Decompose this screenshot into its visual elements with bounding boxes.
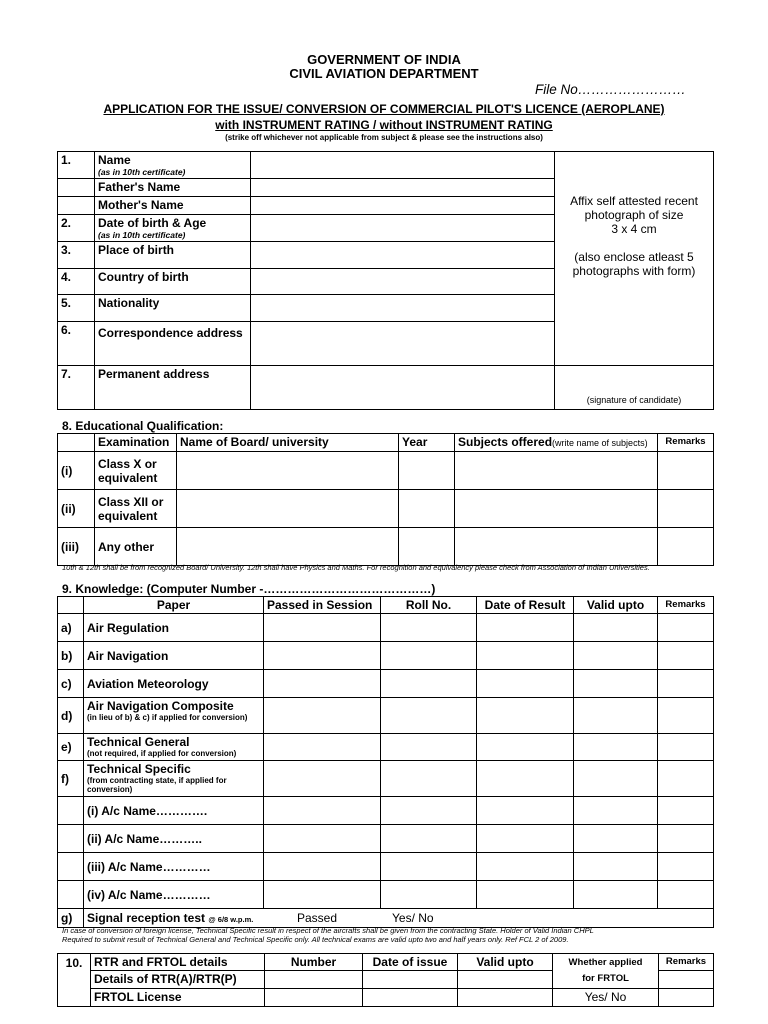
cell-input[interactable]	[381, 670, 477, 698]
table-row	[58, 881, 714, 909]
class-xii-year-input[interactable]	[399, 490, 455, 528]
signal-yes-no-option[interactable]: Yes/ No	[392, 910, 434, 925]
cell-input[interactable]	[264, 825, 381, 853]
cell-input[interactable]	[477, 881, 574, 909]
aircraft-name-2[interactable]: (ii) A/c Name………..	[84, 825, 264, 853]
signature-box[interactable]	[555, 366, 714, 410]
correspondence-address-input[interactable]	[251, 322, 555, 366]
knowledge-table	[57, 596, 714, 928]
paper-air-navigation: Air Navigation	[84, 642, 264, 670]
dob-input[interactable]	[251, 215, 555, 242]
frtol-license-label: FRTOL License	[91, 989, 265, 1007]
cell-input[interactable]	[574, 642, 658, 670]
cell-input[interactable]	[659, 989, 714, 1007]
cell-input[interactable]	[264, 797, 381, 825]
cell-input[interactable]	[574, 614, 658, 642]
cell-input[interactable]	[658, 881, 714, 909]
cell-input[interactable]	[658, 761, 714, 797]
cell-input[interactable]	[363, 971, 458, 989]
education-table	[57, 433, 714, 566]
field-label-country-of-birth: Country of birth	[95, 269, 251, 295]
form-instruction: (strike off whichever not applicable from subject & please see the instructions also)	[225, 133, 543, 142]
cell-input[interactable]	[381, 881, 477, 909]
cell-input[interactable]	[477, 825, 574, 853]
column-header-valid-upto: Valid upto	[458, 954, 553, 971]
signature-label: (signature of candidate)	[586, 395, 682, 405]
mother-name-input[interactable]	[251, 197, 555, 215]
cell-input[interactable]	[658, 642, 714, 670]
place-of-birth-input[interactable]	[251, 242, 555, 269]
cell-input[interactable]	[264, 698, 381, 734]
cell-input[interactable]	[264, 670, 381, 698]
column-header-examination: Examination	[95, 434, 177, 452]
column-header-paper: Paper	[84, 597, 264, 614]
column-header-valid-upto: Valid upto	[574, 597, 658, 614]
cell-input[interactable]	[363, 989, 458, 1007]
row-number: 7.	[58, 366, 95, 410]
cell-input[interactable]	[658, 734, 714, 761]
field-label-dob: Date of birth & Age (as in 10th certificate)	[95, 215, 251, 242]
other-year-input[interactable]	[399, 528, 455, 566]
table-row	[58, 989, 714, 1007]
knowledge-heading: 9. Knowledge: (Computer Number -……………………………………)	[62, 582, 436, 596]
paper-aviation-meteorology: Aviation Meteorology	[84, 670, 264, 698]
table-row	[58, 670, 714, 698]
permanent-address-input[interactable]	[251, 366, 555, 410]
photo-box[interactable]	[555, 152, 714, 366]
cell-input[interactable]	[574, 761, 658, 797]
rtr-frtol-table	[57, 953, 714, 1007]
field-label-father-name: Father's Name	[95, 179, 251, 197]
field-label-mother-name: Mother's Name	[95, 197, 251, 215]
signal-passed-label: Passed	[297, 910, 338, 925]
cell-input[interactable]	[458, 971, 553, 989]
table-row	[58, 642, 714, 670]
cell-input[interactable]	[381, 642, 477, 670]
photo-instruction-3: 3 x 4 cm	[611, 222, 657, 236]
cell-input[interactable]	[477, 797, 574, 825]
cell-input[interactable]	[658, 670, 714, 698]
row-number: d)	[58, 698, 84, 734]
father-name-input[interactable]	[251, 179, 555, 197]
cell-input[interactable]	[574, 797, 658, 825]
other-board-input[interactable]	[177, 528, 399, 566]
knowledge-note-1: In case of conversion of foreign license, Technical Specific result in respect of the aircrafts shall be given from the contracting State. Holder of Valid Indian CHPL	[62, 926, 594, 935]
cell-input[interactable]	[658, 797, 714, 825]
class-x-remarks-input[interactable]	[658, 452, 714, 490]
column-header-remarks: Remarks	[658, 434, 714, 452]
cell-input[interactable]	[264, 853, 381, 881]
photo-instruction-1: Affix self attested recent	[570, 194, 698, 208]
cell-input[interactable]	[658, 614, 714, 642]
photo-instruction-5: photographs with form)	[572, 264, 696, 278]
column-header-whether-applied: Whether applied for FRTOL	[553, 954, 659, 989]
row-number: (ii)	[58, 490, 95, 528]
column-header-year: Year	[399, 434, 455, 452]
exam-any-other: Any other	[95, 528, 177, 566]
other-subjects-input[interactable]	[455, 528, 658, 566]
column-header-remarks: Remarks	[658, 597, 714, 614]
cell-input[interactable]	[658, 853, 714, 881]
row-number: 3.	[58, 242, 95, 269]
exam-class-x: Class X or equivalent	[95, 452, 177, 490]
field-label-place-of-birth: Place of birth	[95, 242, 251, 269]
paper-air-regulation: Air Regulation	[84, 614, 264, 642]
table-row	[58, 797, 714, 825]
aircraft-name-3[interactable]: (iii) A/c Name…………	[84, 853, 264, 881]
cell-input[interactable]	[477, 614, 574, 642]
class-x-year-input[interactable]	[399, 452, 455, 490]
nationality-input[interactable]	[251, 295, 555, 322]
paper-technical-specific: Technical Specific (from contracting state, if applied for conversion)	[84, 761, 264, 797]
cell-input[interactable]	[574, 881, 658, 909]
column-header-remarks: Remarks	[659, 954, 714, 971]
table-row	[58, 698, 714, 734]
column-header-date-of-result: Date of Result	[477, 597, 574, 614]
cell-input[interactable]	[477, 734, 574, 761]
row-number: (i)	[58, 452, 95, 490]
aircraft-name-4[interactable]: (iv) A/c Name…………	[84, 881, 264, 909]
cell-input[interactable]	[264, 881, 381, 909]
country-of-birth-input[interactable]	[251, 269, 555, 295]
form-title: APPLICATION FOR THE ISSUE/ CONVERSION OF COMMERCIAL PILOT'S LICENCE (AEROPLANE)	[103, 102, 665, 116]
cell-input[interactable]	[264, 642, 381, 670]
header-government: GOVERNMENT OF INDIA	[307, 52, 461, 67]
cell-input[interactable]	[381, 761, 477, 797]
column-header-number: Number	[265, 954, 363, 971]
column-header-passed-session: Passed in Session	[264, 597, 381, 614]
column-header-roll-no: Roll No.	[381, 597, 477, 614]
knowledge-note-2: Required to submit result of Technical General and Technical Specific only. All technical exams are valid upto two and half years only. Ref FCL 2 of 2009.	[62, 935, 569, 944]
column-header-subjects: Subjects offered(write name of subjects)	[455, 434, 658, 452]
cell-input[interactable]	[659, 971, 714, 989]
row-number: 4.	[58, 269, 95, 295]
cell-input[interactable]	[658, 698, 714, 734]
column-header-date-of-issue: Date of issue	[363, 954, 458, 971]
row-number: b)	[58, 642, 84, 670]
education-note: 10th & 12th shall be from recognized Board/ University. 12th shall have Physics and Maths. For recognition and equivalency please check from Association of Indian Universities.	[62, 563, 650, 572]
cell-input[interactable]	[477, 853, 574, 881]
field-label-name: Name (as in 10th certificate)	[95, 152, 251, 179]
column-header-rtr-details: RTR and FRTOL details	[91, 954, 265, 971]
frtol-yes-no-option[interactable]: Yes/ No	[553, 989, 659, 1007]
cell-input[interactable]	[381, 853, 477, 881]
photo-instruction-4: (also enclose atleast 5	[574, 250, 694, 264]
rtr-details-label: Details of RTR(A)/RTR(P)	[91, 971, 265, 989]
exam-class-xii: Class XII or equivalent	[95, 490, 177, 528]
cell-input[interactable]	[381, 614, 477, 642]
cell-input[interactable]	[381, 797, 477, 825]
name-input[interactable]	[251, 152, 555, 179]
column-header-board: Name of Board/ university	[177, 434, 399, 452]
cell-input[interactable]	[264, 734, 381, 761]
row-number: e)	[58, 734, 84, 761]
class-x-subjects-input[interactable]	[455, 452, 658, 490]
cell-input[interactable]	[574, 670, 658, 698]
table-row	[58, 909, 714, 928]
cell-input[interactable]	[264, 761, 381, 797]
cell-input[interactable]	[574, 825, 658, 853]
cell-input[interactable]	[458, 989, 553, 1007]
header-department: CIVIL AVIATION DEPARTMENT	[289, 66, 479, 81]
other-remarks-input[interactable]	[658, 528, 714, 566]
field-label-permanent-address: Permanent address	[95, 366, 251, 410]
photo-instruction-2: photograph of size	[584, 208, 684, 222]
table-row	[58, 853, 714, 881]
class-xii-subjects-input[interactable]	[455, 490, 658, 528]
cell-input[interactable]	[381, 825, 477, 853]
cell-input[interactable]	[265, 971, 363, 989]
cell-input[interactable]	[477, 670, 574, 698]
class-x-board-input[interactable]	[177, 452, 399, 490]
cell-input[interactable]	[477, 642, 574, 670]
table-row	[58, 614, 714, 642]
row-number: g)	[58, 909, 84, 928]
table-row	[58, 825, 714, 853]
cell-input[interactable]	[658, 825, 714, 853]
cell-input[interactable]	[477, 761, 574, 797]
class-xii-board-input[interactable]	[177, 490, 399, 528]
row-number: 5.	[58, 295, 95, 322]
class-xii-remarks-input[interactable]	[658, 490, 714, 528]
row-number: (iii)	[58, 528, 95, 566]
row-number: 2.	[58, 215, 95, 242]
row-number: c)	[58, 670, 84, 698]
field-label-nationality: Nationality	[95, 295, 251, 322]
form-subtitle: with INSTRUMENT RATING / without INSTRUMENT RATING	[215, 118, 553, 132]
education-heading: 8. Educational Qualification:	[62, 419, 224, 433]
row-number: 6.	[58, 322, 95, 366]
field-label-correspondence-address: Correspondence address	[95, 322, 251, 366]
aircraft-name-1[interactable]: (i) A/c Name………….	[84, 797, 264, 825]
table-row	[58, 734, 714, 761]
cell-input[interactable]	[381, 734, 477, 761]
row-number: 10.	[58, 954, 91, 1007]
signal-reception-label: Signal reception test @ 6/8 w.p.m.	[87, 910, 254, 925]
cell-input[interactable]	[264, 614, 381, 642]
paper-air-navigation-composite: Air Navigation Composite (in lieu of b) & c) if applied for conversion)	[84, 698, 264, 734]
paper-technical-general: Technical General (not required, if applied for conversion)	[84, 734, 264, 761]
table-row	[58, 761, 714, 797]
file-number-field[interactable]: File No……………………	[535, 82, 686, 97]
personal-details-table	[57, 151, 714, 410]
cell-input[interactable]	[265, 989, 363, 1007]
cell-input[interactable]	[574, 698, 658, 734]
cell-input[interactable]	[574, 853, 658, 881]
cell-input[interactable]	[477, 698, 574, 734]
row-number: f)	[58, 761, 84, 797]
cell-input[interactable]	[574, 734, 658, 761]
row-number: a)	[58, 614, 84, 642]
row-number: 1.	[58, 152, 95, 179]
cell-input[interactable]	[381, 698, 477, 734]
